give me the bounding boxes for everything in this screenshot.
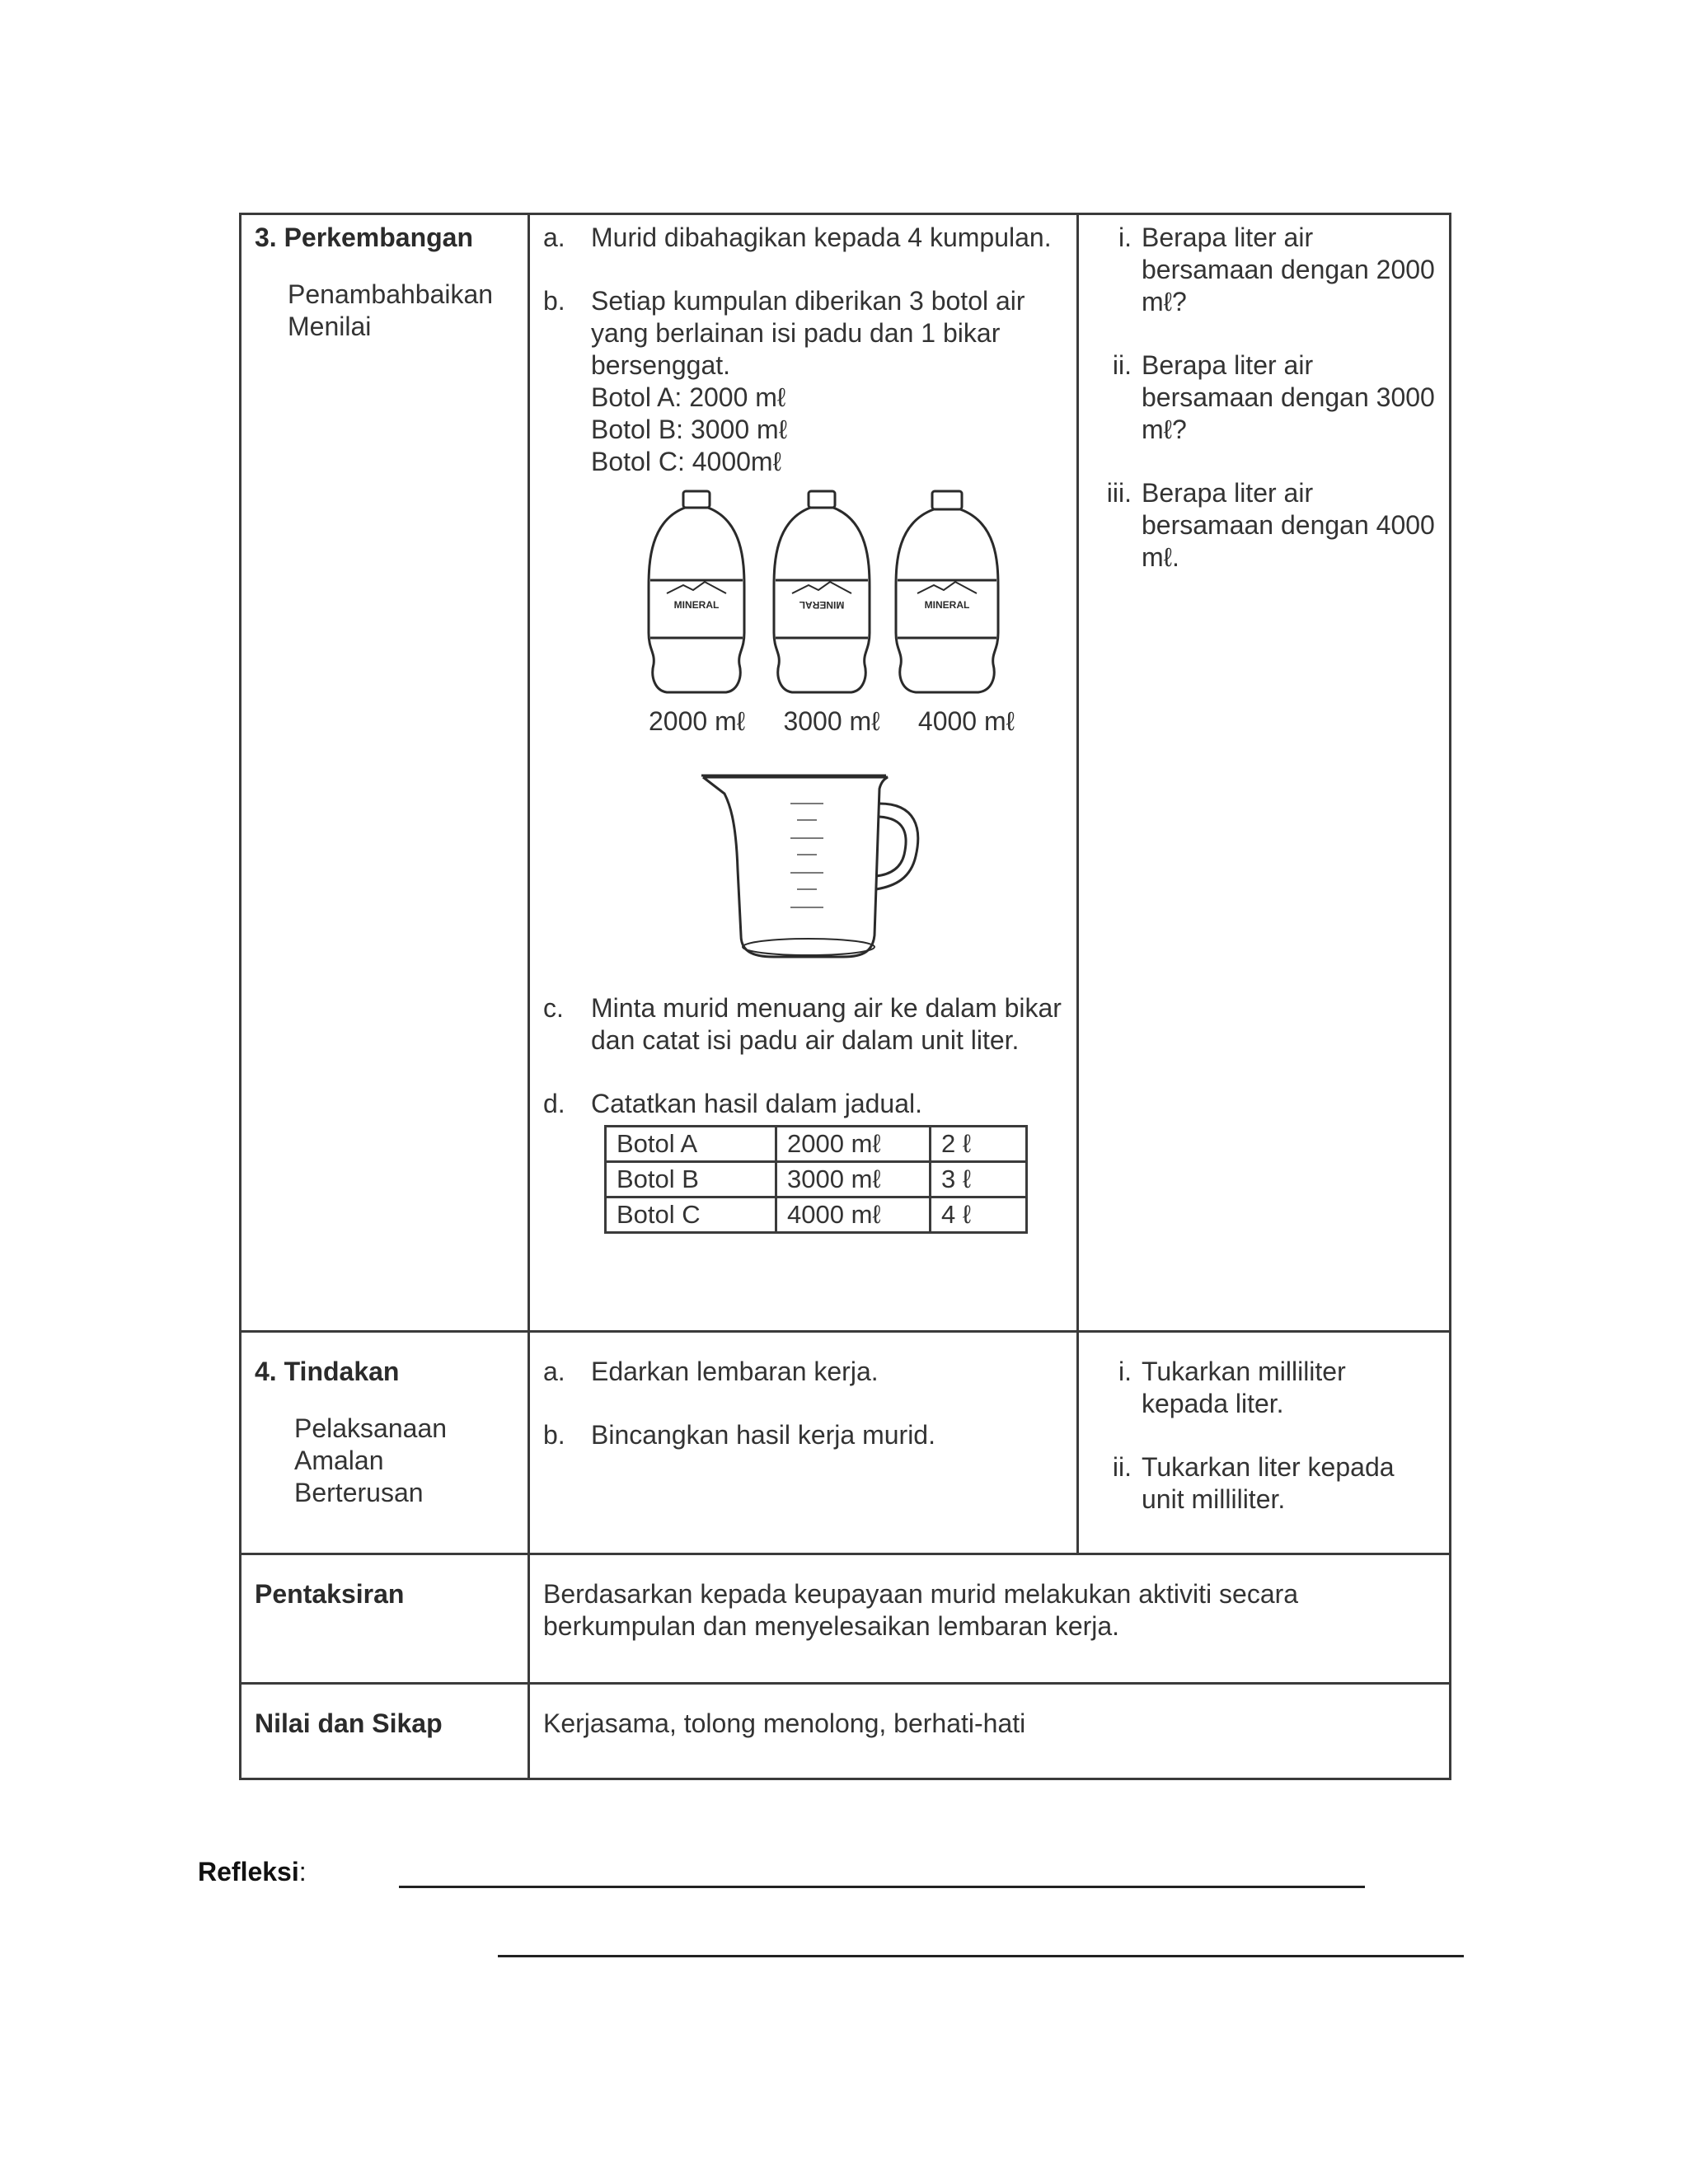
- bottle-volume: Botol C: 4000mℓ: [591, 447, 781, 476]
- refleksi-line-1: [399, 1886, 1365, 1888]
- water-bottles-image: [642, 488, 1021, 698]
- measuring-jug-illustration: [700, 771, 1065, 968]
- bottle-labels: 2000 mℓ 3000 mℓ 4000 mℓ: [649, 706, 1015, 736]
- row-nilai: [241, 1684, 1451, 1779]
- question-cell: [1078, 214, 1451, 1332]
- step-item: b. Bincangkan hasil kerja murid.: [543, 1420, 935, 1450]
- stage-title: 3. Perkembangan: [255, 223, 473, 252]
- results-row: Botol A 2000 mℓ 2 ℓ: [606, 1127, 1027, 1162]
- question-cell: [1078, 1332, 1451, 1554]
- stage-subtitle: Penambahbaikan Menilai: [288, 279, 494, 341]
- bottle-brand: MINERAL: [924, 599, 970, 611]
- bottle-brand: MINERAL: [799, 599, 845, 611]
- stage-title: 4. Tindakan: [255, 1357, 400, 1386]
- refleksi-line-2: [498, 1955, 1464, 1957]
- stage-subtitle: Pelaksanaan Amalan Berterusan: [294, 1413, 448, 1507]
- bottle-volume: Botol B: 3000 mℓ: [591, 415, 788, 444]
- nilai-label: Nilai dan Sikap: [255, 1708, 443, 1738]
- nilai-text-cell: [529, 1684, 1451, 1779]
- step-item: c. Minta murid menuang air ke dalam bikar dan catat isi padu air dalam unit liter.: [543, 993, 1062, 1055]
- stage-cell: [241, 1332, 529, 1554]
- row-perkembangan: [241, 214, 1451, 1332]
- step-item: a. Edarkan lembaran kerja.: [543, 1357, 879, 1386]
- results-table: [604, 1125, 1028, 1234]
- bottle-2: [774, 491, 870, 692]
- results-row: Botol B 3000 mℓ 3 ℓ: [606, 1162, 1027, 1197]
- step-item: d. Catatkan hasil dalam jadual.: [543, 1089, 923, 1118]
- question-item: i. Berapa liter air bersamaan dengan 2000 mℓ?: [1118, 223, 1435, 316]
- bottles-illustration: [642, 488, 1021, 738]
- label-cell: [241, 1684, 529, 1779]
- question-item: ii. Berapa liter air bersamaan dengan 3000 mℓ?: [1112, 350, 1435, 444]
- question-item: i. Tukarkan milliliter kepada liter.: [1118, 1357, 1346, 1418]
- refleksi-label: Refleksi:: [198, 1857, 307, 1886]
- question-item: iii. Berapa liter air bersamaan dengan 4000 mℓ.: [1106, 478, 1435, 572]
- pentaksiran-label: Pentaksiran: [255, 1579, 405, 1609]
- activity-cell: [529, 214, 1078, 1332]
- row-tindakan: [241, 1332, 1451, 1554]
- step-item: b. Setiap kumpulan diberikan 3 botol air yang berlainan isi padu dan 1 bikar bersenggat. Botol A: 2000 mℓ Botol B: 3000 mℓ Botol C: 4000mℓ: [543, 285, 1065, 478]
- activity-cell: [529, 1332, 1078, 1554]
- step-item: a. Murid dibahagikan kepada 4 kumpulan.: [543, 223, 1052, 252]
- nilai-text: Kerjasama, tolong menolong, berhati-hati: [543, 1708, 1026, 1738]
- stage-cell: [241, 214, 529, 1332]
- question-item: ii. Tukarkan liter kepada unit milliliter.: [1112, 1452, 1395, 1514]
- results-row: Botol C 4000 mℓ 4 ℓ: [606, 1197, 1027, 1233]
- measuring-jug-image: [700, 771, 922, 960]
- bottle-brand: MINERAL: [673, 599, 720, 611]
- bottle-1: [649, 491, 744, 692]
- pentaksiran-text-cell: [529, 1554, 1451, 1684]
- pentaksiran-text: Berdasarkan kepada keupayaan murid melakukan aktiviti secara berkumpulan dan menyelesaikan lembaran kerja.: [543, 1579, 1299, 1641]
- bottle-3: [896, 491, 998, 692]
- lesson-plan-table: [239, 213, 1451, 1780]
- row-pentaksiran: [241, 1554, 1451, 1684]
- label-cell: [241, 1554, 529, 1684]
- bottle-volume: Botol A: 2000 mℓ: [591, 382, 786, 412]
